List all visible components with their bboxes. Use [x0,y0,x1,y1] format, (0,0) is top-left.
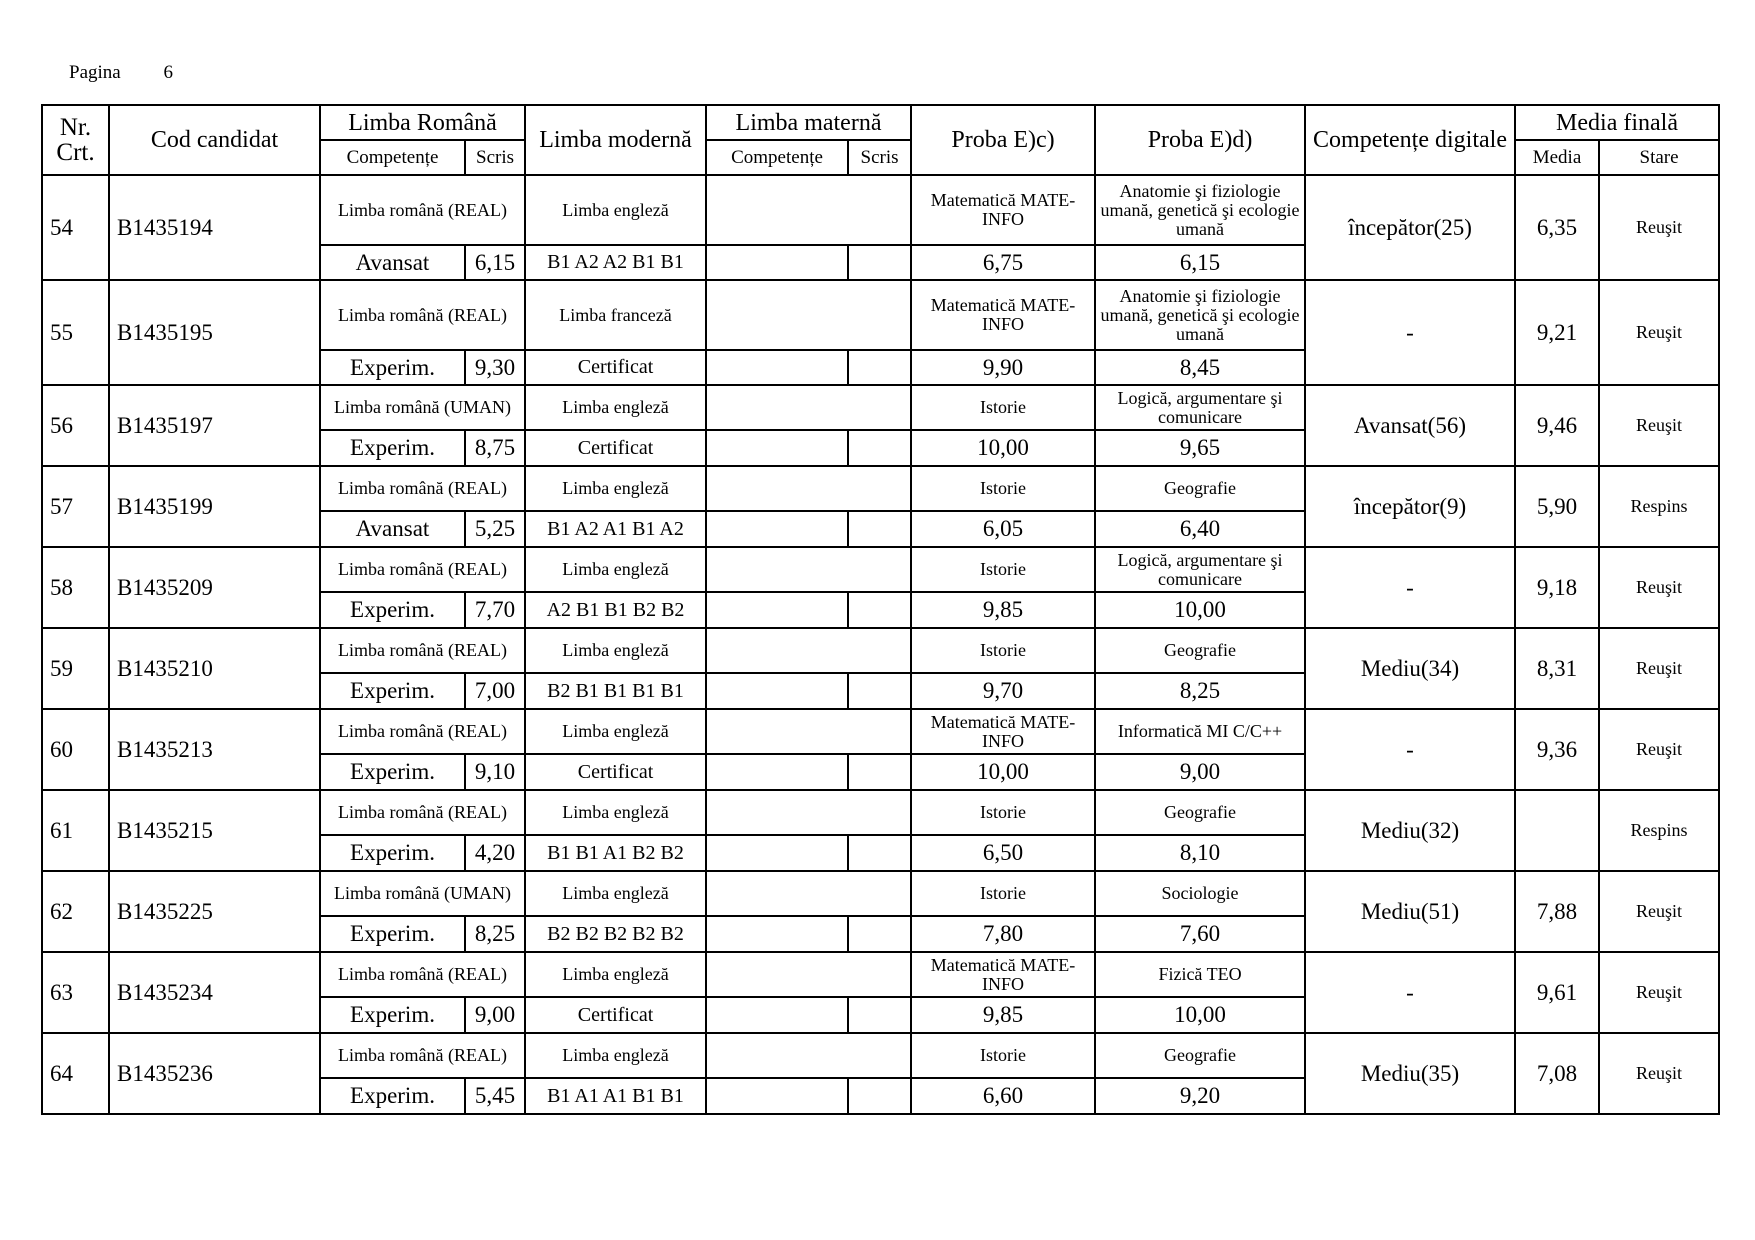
competente-digitale: Mediu(32) [1305,790,1515,871]
stare-value: Reuşit [1599,547,1719,628]
header-nr: Nr. Crt. [42,105,109,175]
romana-scris: 7,70 [465,592,525,628]
competente-digitale: - [1305,952,1515,1033]
candidate-code: B1435209 [109,547,320,628]
proba-ec-subject: Matematică MATE-INFO [911,952,1095,997]
media-value: 5,90 [1515,466,1599,547]
table-row [42,547,1719,592]
proba-ed-subject: Anatomie şi fiziologie umană, genetică şi ecologie umană [1095,280,1305,350]
proba-ed-subject: Geografie [1095,790,1305,835]
header-limba-romana: Limba Română [320,105,525,140]
header-romana-competente: Competențe [320,140,465,175]
materna-scris [848,350,911,385]
romana-competente: Experim. [320,1078,465,1114]
table-row [42,1033,1719,1078]
materna-scris [848,835,911,871]
stare-value: Reuşit [1599,628,1719,709]
materna-subject [706,547,911,592]
proba-ed-grade: 7,60 [1095,916,1305,952]
media-value: 6,35 [1515,175,1599,280]
romana-subject: Limba română (REAL) [320,1033,525,1078]
page-label: Pagina [69,62,121,83]
media-value: 9,21 [1515,280,1599,385]
competente-digitale: - [1305,547,1515,628]
moderna-subject: Limba franceză [525,280,706,350]
proba-ec-subject: Istorie [911,628,1095,673]
proba-ed-grade: 9,65 [1095,430,1305,466]
proba-ec-subject: Istorie [911,385,1095,430]
romana-competente: Experim. [320,835,465,871]
romana-subject: Limba română (REAL) [320,790,525,835]
materna-scris [848,245,911,280]
page-header [69,62,173,84]
materna-scris [848,754,911,790]
materna-competente [706,245,848,280]
romana-scris: 9,10 [465,754,525,790]
proba-ed-subject: Logică, argumentare şi comunicare [1095,547,1305,592]
results-table [41,104,1720,1115]
candidate-code: B1435225 [109,871,320,952]
row-nr: 56 [42,385,109,466]
table-row [42,952,1719,997]
moderna-result: B2 B2 B2 B2 B2 [525,916,706,952]
proba-ed-subject: Fizică TEO [1095,952,1305,997]
table-row [42,385,1719,430]
page-number: 6 [163,62,173,83]
materna-scris [848,1078,911,1114]
proba-ed-grade: 6,15 [1095,245,1305,280]
moderna-result: B1 A2 A1 B1 A2 [525,511,706,547]
romana-competente: Experim. [320,350,465,385]
header-stare: Stare [1599,140,1719,175]
media-value: 9,18 [1515,547,1599,628]
competente-digitale: începător(25) [1305,175,1515,280]
materna-subject [706,280,911,350]
materna-competente [706,673,848,709]
materna-subject [706,628,911,673]
proba-ec-grade: 9,85 [911,592,1095,628]
materna-scris [848,916,911,952]
header-media-finala: Media finală [1515,105,1719,140]
moderna-subject: Limba engleză [525,628,706,673]
romana-subject: Limba română (REAL) [320,628,525,673]
stare-value: Reuşit [1599,175,1719,280]
proba-ed-grade: 8,10 [1095,835,1305,871]
row-nr: 60 [42,709,109,790]
proba-ec-grade: 7,80 [911,916,1095,952]
table-row [42,280,1719,350]
competente-digitale: - [1305,709,1515,790]
stare-value: Reuşit [1599,871,1719,952]
proba-ec-grade: 9,90 [911,350,1095,385]
candidate-code: B1435215 [109,790,320,871]
moderna-subject: Limba engleză [525,466,706,511]
table-row [42,871,1719,916]
row-nr: 62 [42,871,109,952]
table-row [42,709,1719,754]
romana-competente: Avansat [320,511,465,547]
romana-subject: Limba română (UMAN) [320,871,525,916]
romana-competente: Experim. [320,592,465,628]
proba-ec-grade: 9,85 [911,997,1095,1033]
table-row [42,628,1719,673]
materna-scris [848,997,911,1033]
romana-competente: Experim. [320,997,465,1033]
header-proba-ed: Proba E)d) [1095,105,1305,175]
media-value: 7,08 [1515,1033,1599,1114]
materna-scris [848,430,911,466]
media-value [1515,790,1599,871]
proba-ec-subject: Istorie [911,547,1095,592]
romana-subject: Limba română (REAL) [320,709,525,754]
moderna-result: Certificat [525,754,706,790]
materna-competente [706,430,848,466]
materna-competente [706,350,848,385]
proba-ed-subject: Geografie [1095,1033,1305,1078]
moderna-result: B1 B1 A1 B2 B2 [525,835,706,871]
materna-competente [706,511,848,547]
stare-value: Reuşit [1599,385,1719,466]
candidate-code: B1435213 [109,709,320,790]
proba-ed-subject: Informatică MI C/C++ [1095,709,1305,754]
romana-scris: 9,00 [465,997,525,1033]
materna-subject [706,175,911,245]
proba-ed-subject: Logică, argumentare şi comunicare [1095,385,1305,430]
romana-scris: 8,25 [465,916,525,952]
header-materna-scris: Scris [848,140,911,175]
romana-competente: Experim. [320,430,465,466]
proba-ec-grade: 6,60 [911,1078,1095,1114]
moderna-subject: Limba engleză [525,175,706,245]
table-row [42,175,1719,245]
table-row [42,790,1719,835]
candidate-code: B1435236 [109,1033,320,1114]
proba-ed-subject: Geografie [1095,466,1305,511]
proba-ec-subject: Istorie [911,466,1095,511]
romana-subject: Limba română (REAL) [320,280,525,350]
proba-ed-grade: 10,00 [1095,592,1305,628]
proba-ed-grade: 6,40 [1095,511,1305,547]
moderna-subject: Limba engleză [525,790,706,835]
moderna-subject: Limba engleză [525,385,706,430]
materna-subject [706,385,911,430]
romana-scris: 9,30 [465,350,525,385]
romana-scris: 8,75 [465,430,525,466]
materna-competente [706,754,848,790]
row-nr: 58 [42,547,109,628]
candidate-code: B1435234 [109,952,320,1033]
media-value: 7,88 [1515,871,1599,952]
romana-scris: 6,15 [465,245,525,280]
materna-competente [706,916,848,952]
proba-ed-grade: 8,45 [1095,350,1305,385]
proba-ed-grade: 10,00 [1095,997,1305,1033]
moderna-subject: Limba engleză [525,547,706,592]
romana-scris: 7,00 [465,673,525,709]
romana-competente: Experim. [320,916,465,952]
media-value: 9,61 [1515,952,1599,1033]
candidate-code: B1435199 [109,466,320,547]
proba-ed-subject: Sociologie [1095,871,1305,916]
proba-ec-grade: 10,00 [911,754,1095,790]
candidate-code: B1435210 [109,628,320,709]
moderna-subject: Limba engleză [525,709,706,754]
proba-ec-grade: 6,05 [911,511,1095,547]
romana-subject: Limba română (REAL) [320,466,525,511]
materna-competente [706,1078,848,1114]
header-materna-competente: Competențe [706,140,848,175]
stare-value: Reuşit [1599,1033,1719,1114]
romana-competente: Experim. [320,673,465,709]
romana-scris: 5,25 [465,511,525,547]
row-nr: 59 [42,628,109,709]
romana-competente: Avansat [320,245,465,280]
media-value: 9,46 [1515,385,1599,466]
header-romana-scris: Scris [465,140,525,175]
moderna-result: B1 A1 A1 B1 B1 [525,1078,706,1114]
materna-subject [706,1033,911,1078]
media-value: 9,36 [1515,709,1599,790]
proba-ed-grade: 9,00 [1095,754,1305,790]
romana-subject: Limba română (REAL) [320,547,525,592]
row-nr: 54 [42,175,109,280]
proba-ec-subject: Istorie [911,871,1095,916]
proba-ed-subject: Geografie [1095,628,1305,673]
materna-subject [706,952,911,997]
proba-ec-subject: Matematică MATE-INFO [911,175,1095,245]
competente-digitale: începător(9) [1305,466,1515,547]
media-value: 8,31 [1515,628,1599,709]
proba-ec-subject: Istorie [911,790,1095,835]
header-limba-materna: Limba maternă [706,105,911,140]
row-nr: 57 [42,466,109,547]
moderna-subject: Limba engleză [525,952,706,997]
materna-subject [706,709,911,754]
proba-ec-grade: 6,50 [911,835,1095,871]
competente-digitale: Avansat(56) [1305,385,1515,466]
competente-digitale: Mediu(51) [1305,871,1515,952]
header-proba-ec: Proba E)c) [911,105,1095,175]
proba-ec-subject: Matematică MATE-INFO [911,280,1095,350]
proba-ec-subject: Matematică MATE-INFO [911,709,1095,754]
moderna-subject: Limba engleză [525,871,706,916]
header-limba-moderna: Limba modernă [525,105,706,175]
candidate-code: B1435197 [109,385,320,466]
moderna-result: Certificat [525,350,706,385]
moderna-result: Certificat [525,997,706,1033]
materna-competente [706,592,848,628]
stare-value: Reuşit [1599,709,1719,790]
proba-ed-grade: 8,25 [1095,673,1305,709]
materna-scris [848,673,911,709]
proba-ec-grade: 6,75 [911,245,1095,280]
materna-scris [848,592,911,628]
candidate-code: B1435194 [109,175,320,280]
romana-scris: 5,45 [465,1078,525,1114]
moderna-result: B1 A2 A2 B1 B1 [525,245,706,280]
proba-ec-grade: 10,00 [911,430,1095,466]
header-media: Media [1515,140,1599,175]
row-nr: 63 [42,952,109,1033]
header-cod: Cod candidat [109,105,320,175]
romana-subject: Limba română (REAL) [320,952,525,997]
moderna-result: B2 B1 B1 B1 B1 [525,673,706,709]
proba-ec-grade: 9,70 [911,673,1095,709]
header-row [42,105,1719,140]
proba-ed-subject: Anatomie şi fiziologie umană, genetică şi ecologie umană [1095,175,1305,245]
moderna-subject: Limba engleză [525,1033,706,1078]
materna-competente [706,997,848,1033]
row-nr: 55 [42,280,109,385]
materna-competente [706,835,848,871]
competente-digitale: - [1305,280,1515,385]
materna-scris [848,511,911,547]
materna-subject [706,790,911,835]
romana-scris: 4,20 [465,835,525,871]
proba-ec-subject: Istorie [911,1033,1095,1078]
table-row [42,466,1719,511]
competente-digitale: Mediu(34) [1305,628,1515,709]
romana-subject: Limba română (REAL) [320,175,525,245]
stare-value: Respins [1599,790,1719,871]
row-nr: 64 [42,1033,109,1114]
stare-value: Reuşit [1599,952,1719,1033]
header-competente-digitale: Competențe digitale [1305,105,1515,175]
moderna-result: Certificat [525,430,706,466]
proba-ed-grade: 9,20 [1095,1078,1305,1114]
moderna-result: A2 B1 B1 B2 B2 [525,592,706,628]
candidate-code: B1435195 [109,280,320,385]
stare-value: Respins [1599,466,1719,547]
materna-subject [706,871,911,916]
competente-digitale: Mediu(35) [1305,1033,1515,1114]
materna-subject [706,466,911,511]
romana-subject: Limba română (UMAN) [320,385,525,430]
stare-value: Reuşit [1599,280,1719,385]
row-nr: 61 [42,790,109,871]
romana-competente: Experim. [320,754,465,790]
